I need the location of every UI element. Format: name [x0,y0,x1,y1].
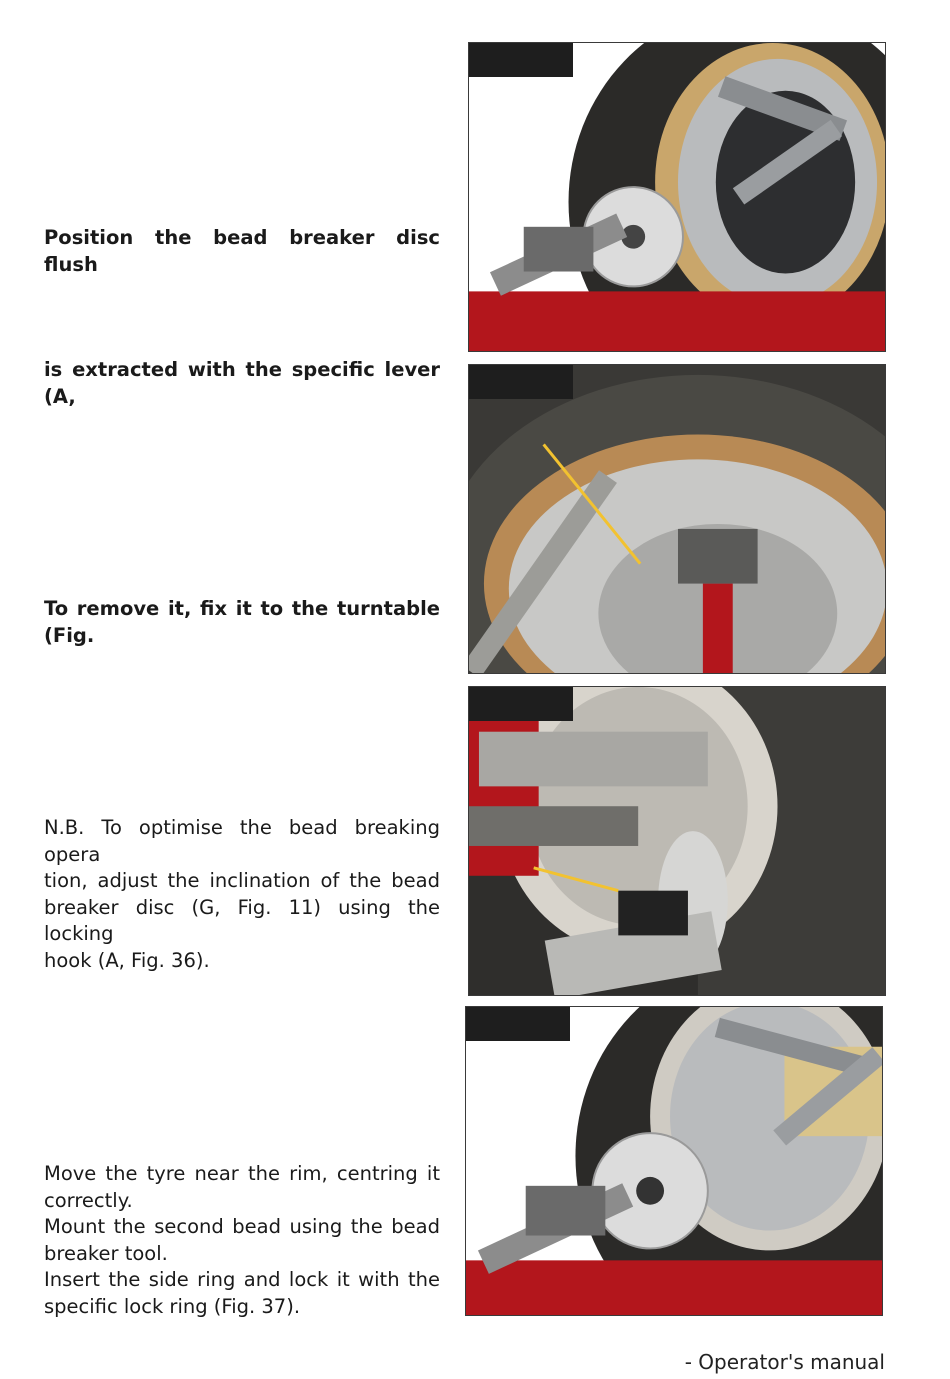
note-line: tion, adjust the inclination of the bead [44,869,440,892]
note-line: N.B. To optimise the bead breaking opera [44,816,440,866]
photo-locking-hook [468,686,886,996]
instruction-line: specific lock ring (Fig. 37). [44,1294,301,1318]
instruction-line: Mount the second bead using the bead [44,1215,440,1238]
figure-label-tab [469,43,573,77]
instruction-mount-tyre [44,1161,440,1320]
instruction-line: Move the tyre near the rim, centring it [44,1162,440,1185]
figure-label-tab [466,1007,570,1041]
figure-label-tab [469,687,573,721]
photo-locking-hook-illustration [469,687,885,995]
photo-mount-second-bead-illustration [466,1007,882,1315]
instruction-fix-turntable: To remove it, fix it to the turntable (Fig. [44,597,440,647]
instruction-line: correctly. [44,1188,133,1212]
instruction-extract-lever: is extracted with the specific lever (A, [44,358,440,408]
photo-lever-extraction-illustration [469,365,885,673]
figure-label-tab [469,365,573,399]
note-line: breaker disc (G, Fig. 11) using the locking [44,895,440,945]
note-line: hook (A, Fig. 36). [44,948,210,972]
instruction-bead-breaker-flush: Position the bead breaker disc flush [44,226,440,276]
photo-mount-second-bead [465,1006,883,1316]
photo-bead-breaker-disc-illustration [469,43,885,351]
instruction-line: Insert the side ring and lock it with the [44,1268,440,1291]
photo-lever-extraction [468,364,886,674]
photo-bead-breaker-disc [468,42,886,352]
instruction-line: breaker tool. [44,1241,168,1265]
page-footer: - Operator's manual [684,1350,885,1374]
note-bead-breaking [44,815,440,974]
